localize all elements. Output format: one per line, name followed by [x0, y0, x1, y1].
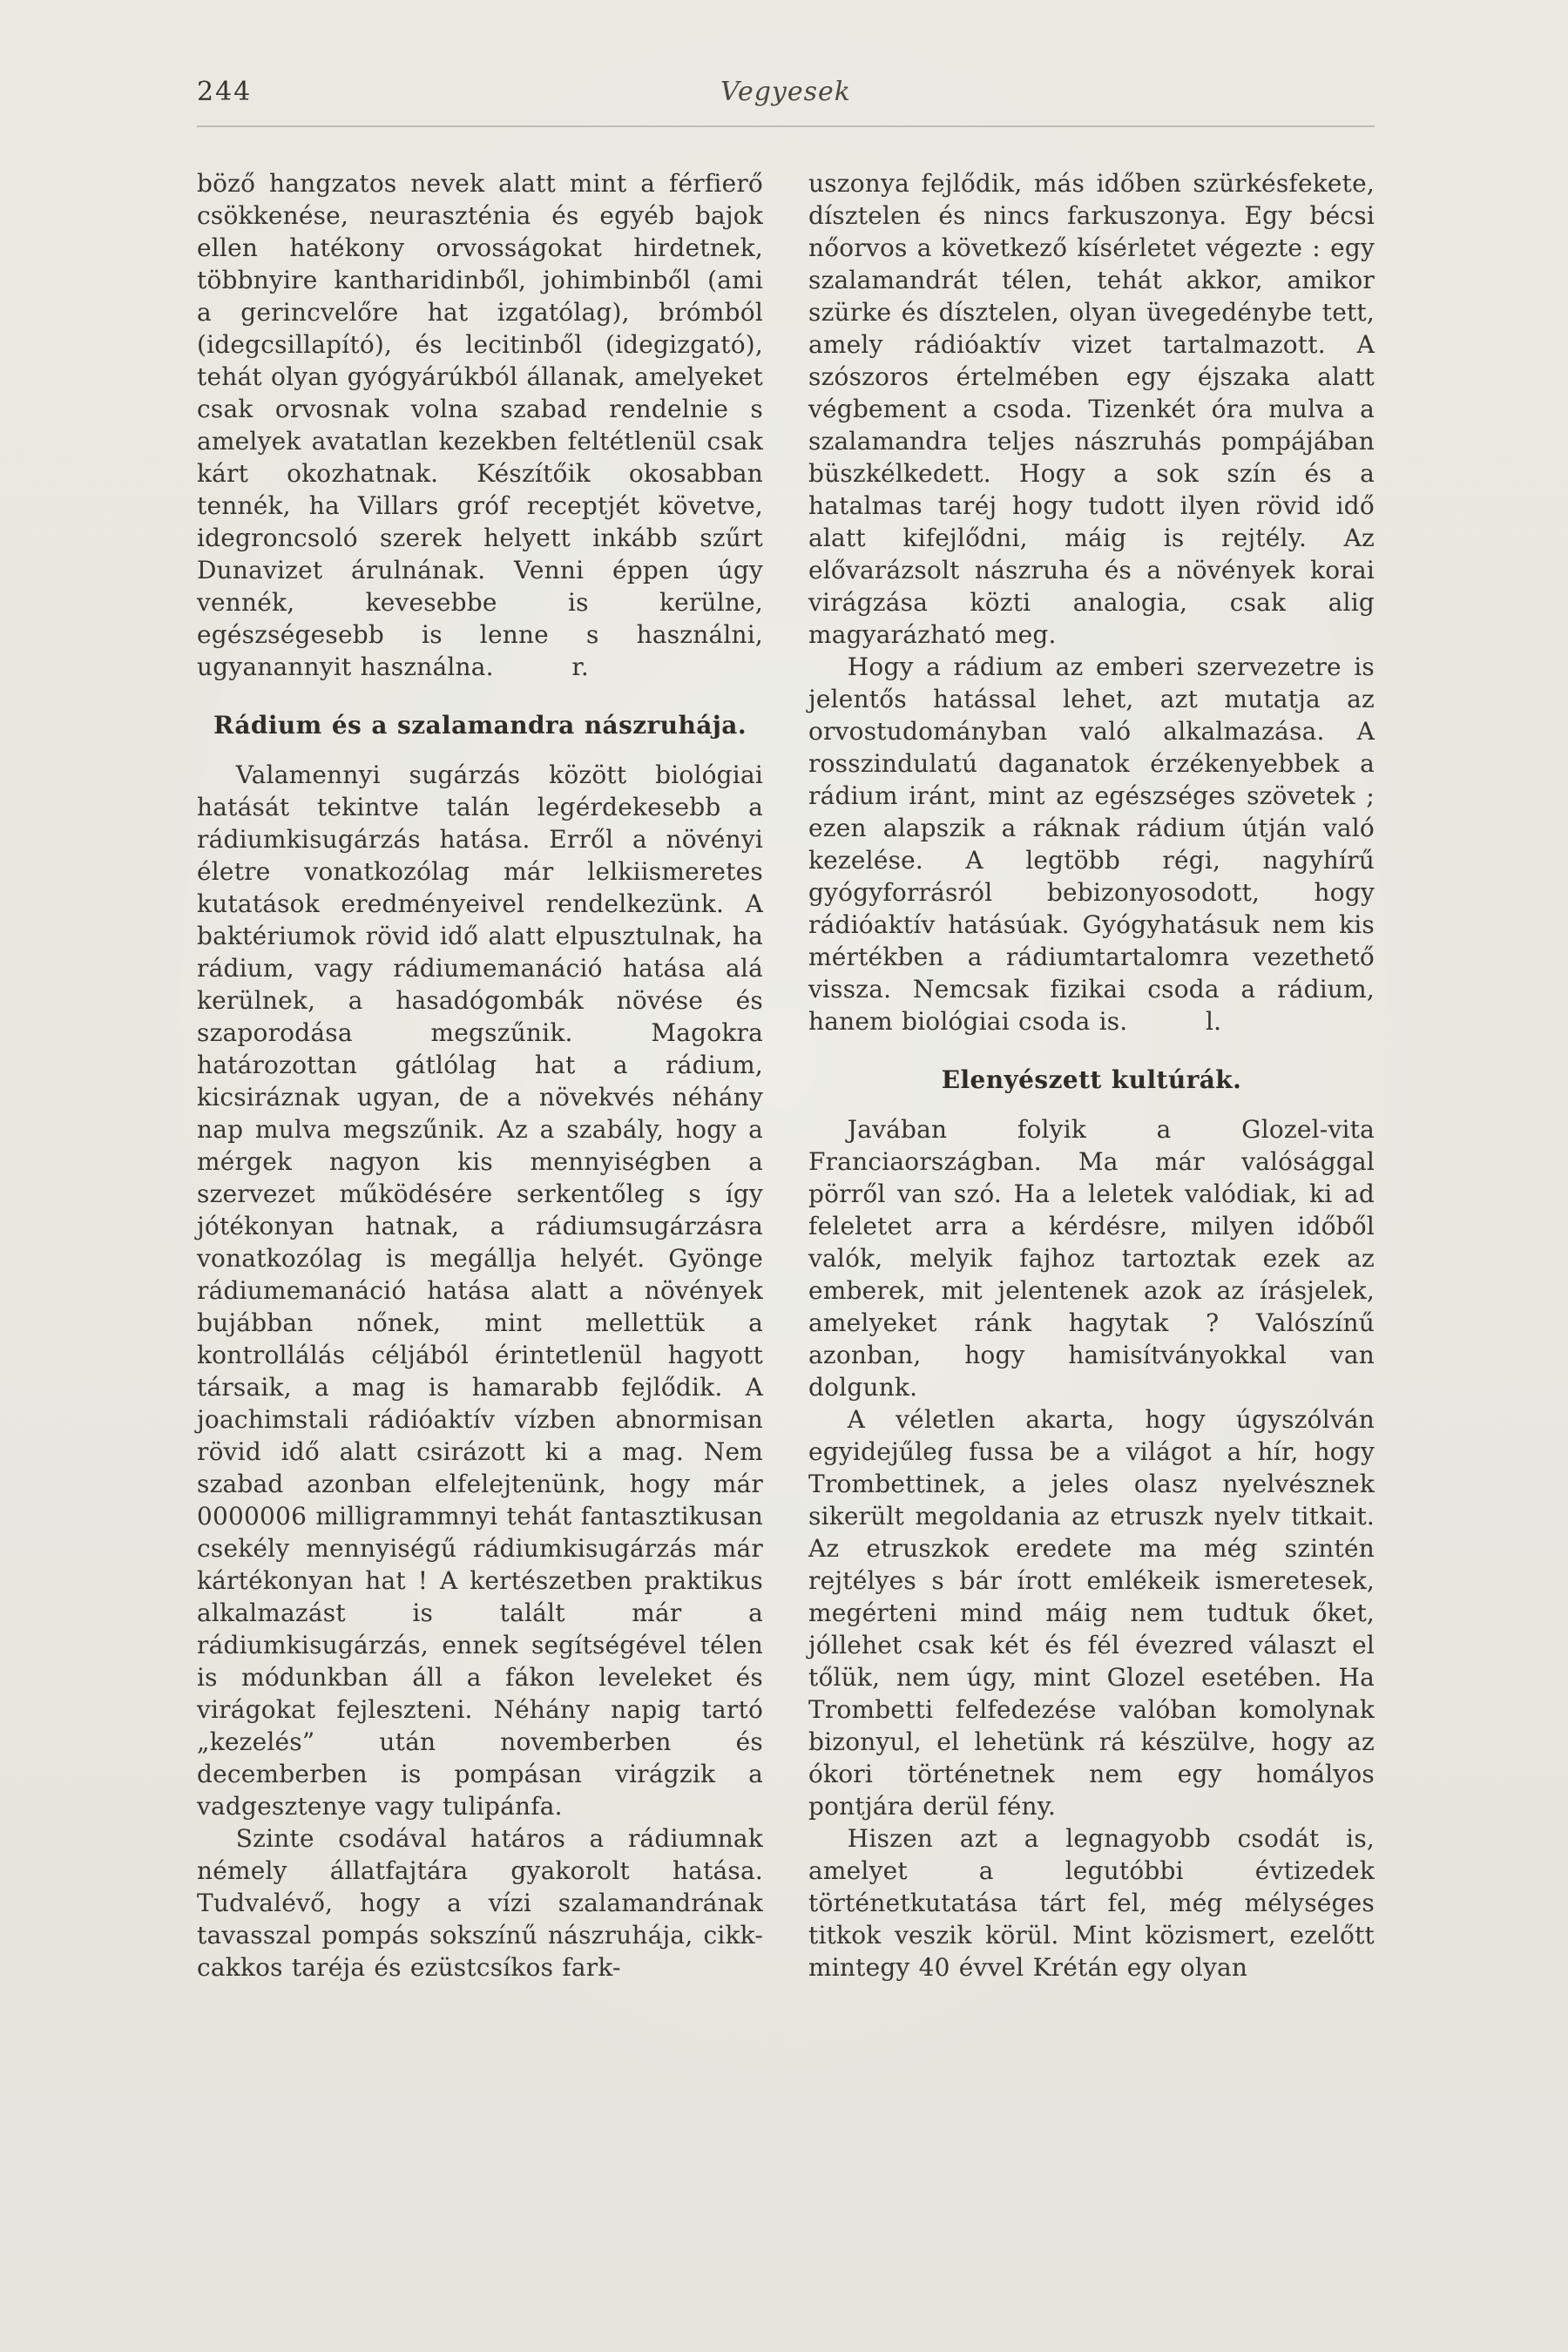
body-paragraph: Valamennyi sugárzás között biológiai hatását tekintve talán legérdekesebb a rádiumkisugárzás hatása. Erről a növényi életre vonatkozólag már lelkiismeretes kutatások eredményeivel rendelkezünk. A baktériumok rövid idő alatt elpusztulnak, ha rádium, vagy rádiumemanáció hatása alá kerülnek, a hasadógombák növése és szaporodása megszűnik. Magokra határozottan gátlólag hat a rádium, kicsiráznak ugyan, de a növekvés néhány nap mulva megszűnik. Az a szabály, hogy a mérgek nagyon kis mennyiségben a szervezet működésére serkentőleg s így jótékonyan hatnak, a rádiumsugárzásra vonatkozólag is megállja helyét. Gyönge rádiumemanáció hatása alatt a növények bujábban nőnek, mint mellettük a kontrollálás céljából érintetlenül hagyott társaik, a mag is hamarabb fejlődik. A joachimstali rádióaktív vízben abnormisan rövid idő alatt csirázott ki a mag. Nem szabad azonban elfelejtenünk, hogy már 0000006 milligrammnyi tehát fantasztikusan csekély mennyiségű rádiumkisugárzás már kártékonyan hat ! A kertészetben praktikus alkalmazást is talált már a rádiumkisugárzás, ennek segítségével télen is módunkban áll a fákon leveleket és virágokat fejleszteni. Néhány napig tartó „kezelés” után novemberben és decemberben is pompásan virágzik a vadgesztenye vagy tulipánfa. [197, 760, 763, 1821]
page-number: 244 [197, 77, 253, 107]
body-paragraph: A véletlen akarta, hogy úgyszólván egyidejűleg fussa be a világot a hír, hogy Trombettinek, a jeles olasz nyelvésznek sikerült megoldania az etruszk nyelv titkait. Az etruszkok eredete ma még szintén rejtélyes s bár írott emlékeik ismeretesek, megérteni mind máig nem tudtuk őket, jóllehet csak két és fél évezred választ el tőlük, nem úgy, mint Glozel esetében. Ha Trombetti felfedezése valóban komolynak bizonyul, el lehetünk rá készülve, hogy az ókori történetnek nem egy homályos pontjára derül fény. [808, 1405, 1375, 1821]
author-initial: r. [571, 652, 589, 681]
body-paragraph: Hiszen azt a legnagyobb csodát is, amelyet a legutóbbi évtizedek történetkutatása tárt fel, még mélységes titkok veszik körül. Mint közismert, ezelőtt mintegy 40 évvel Krétán egy olyan [808, 1824, 1375, 1982]
paragraph-text: böző hangzatos nevek alatt mint a férfierő csökkenése, neuraszténia és egyéb bajok ellen hatékony orvosságokat hirdetnek, többnyire kantharidinből, johimbinből (ami a gerincvelőre hat izgatólag), brómból (idegcsillapító), és lecitinből (idegizgató), tehát olyan gyógyárúkból állanak, amelyeket csak orvosnak volna szabad rendelnie s amelyek avatatlan kezekben feltétlenül csak kárt okozhatnak. Készítőik okosabban tennék, ha Villars gróf receptjét követve, idegroncsoló szerek helyett inkább szűrt Dunavizet árulnának. Venni éppen úgy vennék, kevesebbe is kerülne, egészségesebb is lenne s használni, ugyanannyit használna. [197, 169, 763, 681]
left-column [197, 167, 763, 1984]
body-paragraph [808, 651, 1375, 1037]
body-paragraph: uszonya fejlődik, más időben szürkésfekete, dísztelen és nincs farkuszonya. Egy bécsi nőorvos a következő kísérletet végezte : egy szalamandrát télen, tehát akkor, amikor szürke és dísztelen, olyan üvegedénybe tett, amely rádióaktív vizet tartalmazott. A szószoros értelmében egy éjszaka alatt végbement a csoda. Tizenkét óra mulva a szalamandra teljes nászruhás pompájában büszkélkedett. Hogy a sok szín és a hatalmas taréj hogy tudott ilyen rövid idő alatt kifejlődni, máig is rejtély. Az elővarázsolt nászruha és a növények korai virágzása közti analogia, csak alig magyarázható meg. [808, 169, 1375, 649]
article-heading-kulturak: Elenyészett kultúrák. [941, 1065, 1242, 1094]
running-title: Vegyesek [720, 77, 851, 107]
article-heading-radium: Rádium és a szalamandra nászruhája. [213, 711, 747, 740]
header-rule [197, 125, 1375, 127]
body-paragraph: Javában folyik a Glozel-vita Franciaországban. Ma már valósággal pörről van szó. Ha a leletek valódiak, ki ad feleletet arra a kérdésre, milyen időből valók, melyik fajhoz tartoztak ezek az emberek, mit jelentenek azok az írásjelek, amelyeket ránk hagytak ? Valószínű azonban, hogy hamisítványokkal van dolgunk. [808, 1115, 1375, 1402]
body-paragraph [197, 167, 763, 683]
text-columns [197, 167, 1375, 1984]
paragraph-text: Hogy a rádium az emberi szervezetre is jelentős hatással lehet, azt mutatja az orvostudományban való alkalmazása. A rosszindulatú daganatok érzékenyebbek a rádium iránt, mint az egészséges szövetek ; ezen alapszik a ráknak rádium útján való kezelése. A legtöbb régi, nagyhírű gyógyforrásról bebizonyosodott, hogy rádióaktív hatásúak. Gyógyhatásuk nem kis mértékben a rádiumtartalomra vezethető vissza. Nemcsak fizikai csoda a rádium, hanem biológiai csoda is. [808, 652, 1375, 1036]
author-initial: l. [1206, 1007, 1222, 1036]
body-paragraph: Szinte csodával határos a rádiumnak némely állatfajtára gyakorolt hatása. Tudvalévő, hogy a vízi szalamandrának tavasszal pompás sokszínű nászruhája, cikk-cakkos taréja és ezüstcsíkos fark- [197, 1824, 763, 1982]
running-head [197, 77, 1375, 117]
right-column [808, 167, 1375, 1984]
